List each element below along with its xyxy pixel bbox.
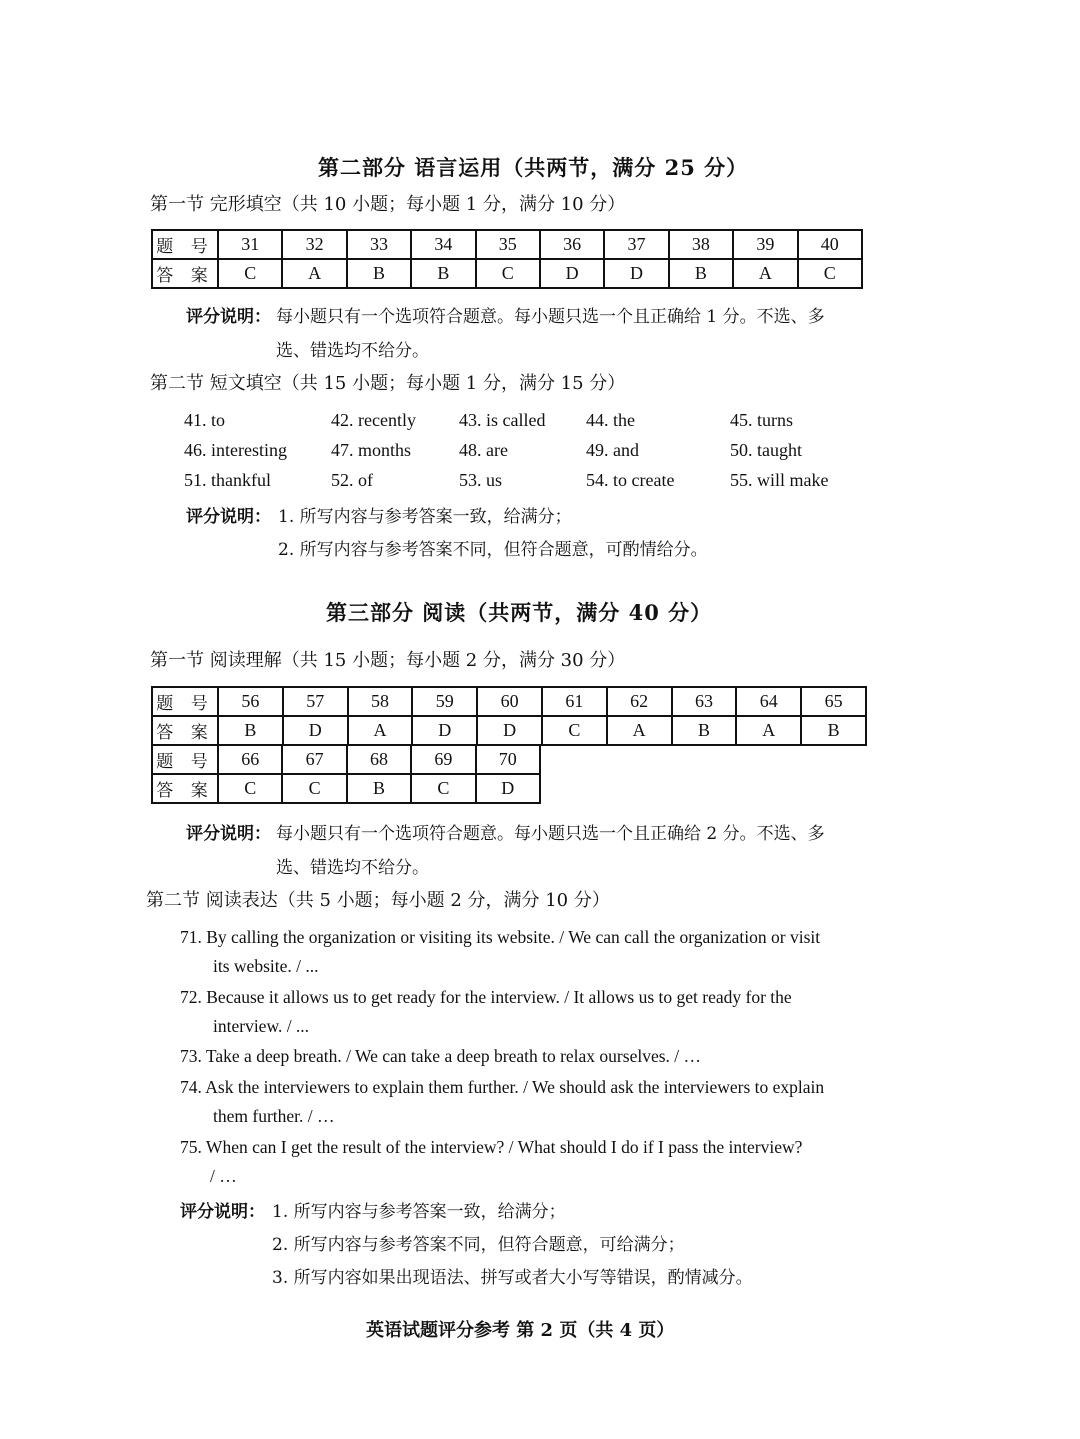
scoring-note-item: 3. 所写内容如果出现语法、拼写或者大小写等错误，酌情减分。: [272, 1268, 753, 1288]
answer-cell: A: [733, 259, 797, 288]
answer-cell: C: [218, 774, 282, 803]
fill-answer: 49. and: [586, 440, 639, 460]
expression-answer-cont: interview. / ...: [213, 1016, 310, 1036]
table-row-questions: [152, 745, 540, 774]
question-cell: 68: [347, 745, 411, 774]
fill-answer: 51. thankful: [184, 470, 271, 490]
answer-cell: C: [798, 259, 862, 288]
question-cell: 70: [476, 745, 540, 774]
question-cell: 40: [798, 230, 862, 259]
answer-cell: C: [282, 774, 346, 803]
answer-cell: B: [801, 716, 866, 745]
question-cell: 39: [733, 230, 797, 259]
row-label-answer: 答 案: [152, 716, 218, 745]
question-cell: 61: [542, 687, 607, 716]
cloze-answer-table: [151, 229, 863, 289]
scoring-note-label: 评分说明：: [186, 307, 271, 327]
reading-answer-table-2: [151, 744, 541, 804]
part2-section2-title: 第二节 短文填空（共 15 小题；每小题 1 分，满分 15 分）: [150, 373, 626, 394]
scoring-note-item: 1. 所写内容与参考答案一致，给满分；: [272, 1202, 566, 1222]
fill-answer: 45. turns: [730, 410, 793, 430]
question-cell: 62: [607, 687, 672, 716]
question-cell: 37: [604, 230, 668, 259]
question-cell: 56: [218, 687, 283, 716]
fill-answer: 54. to create: [586, 470, 675, 490]
fill-answer: 47. months: [331, 440, 412, 460]
scoring-note-text: 选、错选均不给分。: [276, 341, 429, 361]
question-cell: 59: [412, 687, 477, 716]
part2-title: 第二部分 语言运用（共两节，满分 25 分）: [318, 155, 749, 180]
answer-cell: A: [348, 716, 413, 745]
answer-cell: B: [347, 259, 411, 288]
answer-cell: A: [736, 716, 801, 745]
question-cell: 58: [348, 687, 413, 716]
answer-cell: B: [218, 716, 283, 745]
answer-cell: D: [283, 716, 348, 745]
scoring-note-label: 评分说明：: [186, 507, 271, 527]
answer-cell: C: [476, 259, 540, 288]
table-row-answers: [152, 774, 540, 803]
scoring-note-item: 1. 所写内容与参考答案一致，给满分；: [278, 507, 572, 527]
part3-section1-title: 第一节 阅读理解（共 15 小题；每小题 2 分，满分 30 分）: [150, 650, 626, 671]
row-label-question: 题 号: [152, 687, 218, 716]
scoring-note-item: 2. 所写内容与参考答案不同，但符合题意，可给满分；: [272, 1235, 685, 1255]
question-cell: 38: [669, 230, 733, 259]
question-cell: 35: [476, 230, 540, 259]
fill-answer: 43. is called: [459, 410, 546, 430]
page-footer: 英语试题评分参考 第 2 页（共 4 页）: [366, 1320, 675, 1341]
scoring-note-text: 选、错选均不给分。: [276, 858, 429, 878]
question-cell: 32: [282, 230, 346, 259]
expression-answer: 75. When can I get the result of the interview? / What should I do if I pass the interview?: [180, 1137, 803, 1157]
fill-answer: 42. recently: [331, 410, 416, 430]
answer-cell: B: [672, 716, 737, 745]
question-cell: 36: [540, 230, 604, 259]
scoring-note-text: 每小题只有一个选项符合题意。每小题只选一个且正确给 2 分。不选、多: [276, 824, 825, 844]
part2-section1-title: 第一节 完形填空（共 10 小题；每小题 1 分，满分 10 分）: [150, 194, 626, 215]
scoring-note-label: 评分说明：: [186, 824, 271, 844]
answer-cell: D: [477, 716, 542, 745]
question-cell: 57: [283, 687, 348, 716]
question-cell: 31: [218, 230, 282, 259]
answer-cell: C: [411, 774, 475, 803]
fill-answer: 55. will make: [730, 470, 829, 490]
fill-answer: 52. of: [331, 470, 373, 490]
expression-answer: 74. Ask the interviewers to explain them further. / We should ask the interviewers to explain: [180, 1077, 825, 1097]
question-cell: 67: [282, 745, 346, 774]
expression-answer: 71. By calling the organization or visiting its website. / We can call the organization or visit: [180, 927, 821, 947]
answer-cell: D: [476, 774, 540, 803]
table-row-answers: [152, 259, 862, 288]
row-label-answer: 答 案: [152, 774, 218, 803]
answer-cell: A: [607, 716, 672, 745]
answer-cell: C: [218, 259, 282, 288]
answer-cell: B: [347, 774, 411, 803]
fill-answer: 46. interesting: [184, 440, 287, 460]
expression-answer: 73. Take a deep breath. / We can take a deep breath to relax ourselves. / …: [180, 1046, 702, 1066]
question-cell: 63: [672, 687, 737, 716]
answer-cell: A: [282, 259, 346, 288]
reading-answer-table: [151, 686, 867, 746]
question-cell: 69: [411, 745, 475, 774]
scoring-note-item: 2. 所写内容与参考答案不同，但符合题意，可酌情给分。: [278, 540, 708, 560]
table-row-answers: [152, 716, 866, 745]
scoring-note-text: 每小题只有一个选项符合题意。每小题只选一个且正确给 1 分。不选、多: [276, 307, 825, 327]
question-cell: 65: [801, 687, 866, 716]
answer-cell: B: [411, 259, 475, 288]
expression-answer: 72. Because it allows us to get ready for the interview. / It allows us to get ready for the: [180, 987, 792, 1007]
table-row-questions: [152, 230, 862, 259]
expression-answer-cont: its website. / ...: [213, 956, 319, 976]
answer-cell: B: [669, 259, 733, 288]
question-cell: 66: [218, 745, 282, 774]
answer-cell: D: [540, 259, 604, 288]
question-cell: 64: [736, 687, 801, 716]
fill-answer: 44. the: [586, 410, 635, 430]
answer-cell: D: [412, 716, 477, 745]
fill-answer: 48. are: [459, 440, 508, 460]
row-label-question: 题 号: [152, 230, 218, 259]
answer-cell: C: [542, 716, 607, 745]
expression-answer-cont: them further. / …: [213, 1106, 335, 1126]
fill-answer: 41. to: [184, 410, 226, 430]
answer-cell: D: [604, 259, 668, 288]
expression-answer-cont: / …: [210, 1166, 237, 1186]
fill-answer: 53. us: [459, 470, 503, 490]
question-cell: 34: [411, 230, 475, 259]
scoring-note-label: 评分说明：: [180, 1202, 265, 1222]
fill-answer: 50. taught: [730, 440, 802, 460]
row-label-answer: 答 案: [152, 259, 218, 288]
row-label-question: 题 号: [152, 745, 218, 774]
question-cell: 60: [477, 687, 542, 716]
table-row-questions: [152, 687, 866, 716]
question-cell: 33: [347, 230, 411, 259]
part3-title: 第三部分 阅读（共两节，满分 40 分）: [326, 600, 713, 625]
part3-section2-title: 第二节 阅读表达（共 5 小题；每小题 2 分，满分 10 分）: [146, 890, 610, 911]
